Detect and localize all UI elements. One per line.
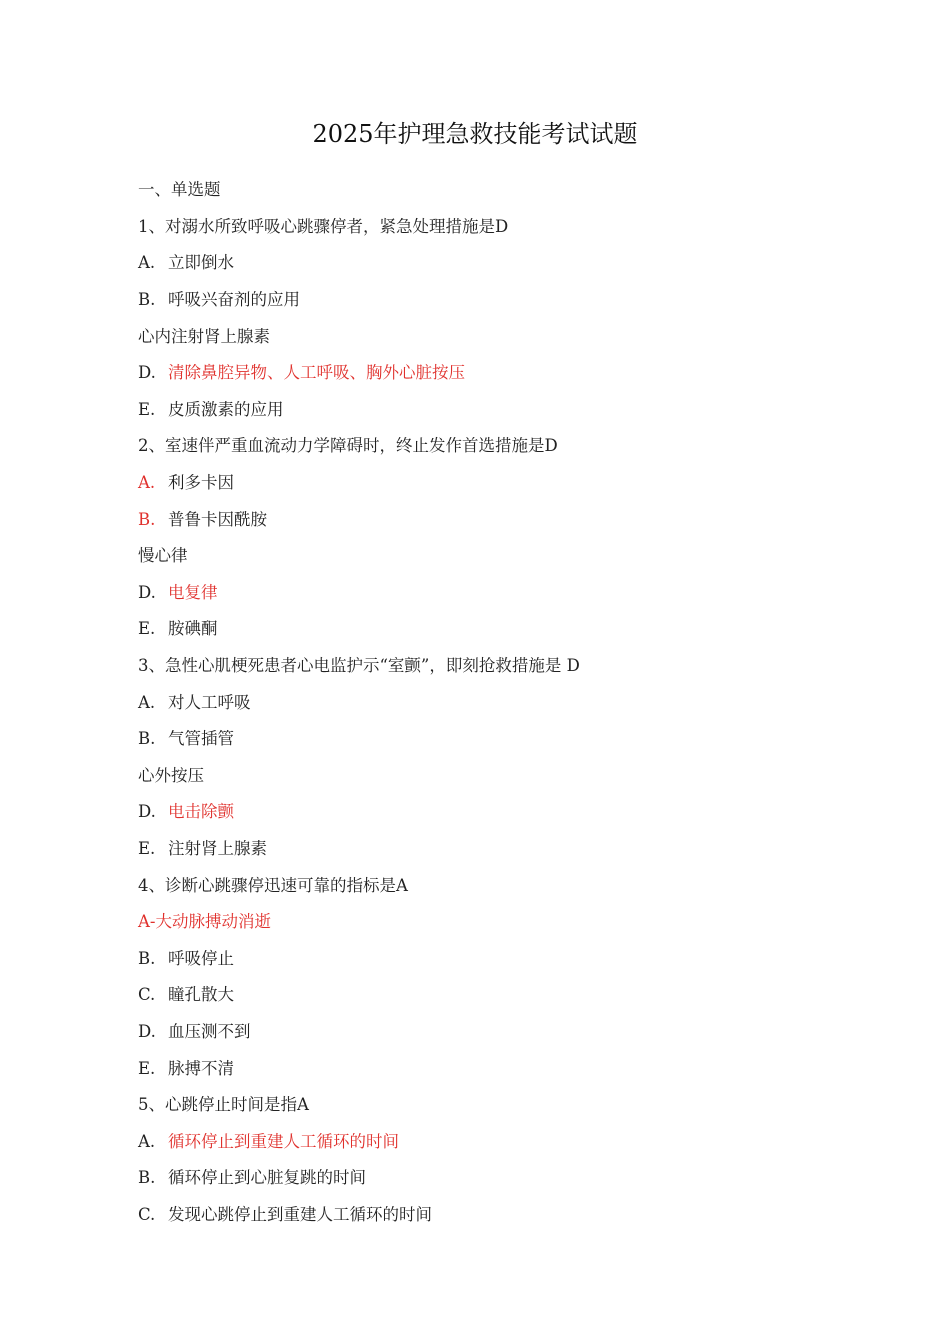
answer-text: 清除鼻腔异物、人工呼吸、胸外心脏按压 bbox=[168, 363, 465, 383]
line-text: 循环停止到心脏复跳的时间 bbox=[168, 1168, 366, 1188]
option-marker: D. bbox=[138, 363, 156, 383]
option-marker: B. bbox=[138, 509, 156, 529]
line-text: 一、单选题 bbox=[138, 180, 221, 200]
option-marker: B. bbox=[138, 948, 156, 968]
option-line bbox=[138, 794, 838, 831]
question-line bbox=[138, 867, 838, 904]
option-marker: E. bbox=[138, 838, 156, 858]
line-text: 4、诊断心跳骤停迅速可靠的指标是A bbox=[138, 875, 408, 895]
line-text: 5、心跳停止时间是指A bbox=[138, 1095, 309, 1115]
option-line bbox=[138, 831, 838, 868]
line-text: 心内注射肾上腺素 bbox=[138, 326, 270, 346]
option-line bbox=[138, 684, 838, 721]
line-text: 气管插管 bbox=[168, 729, 234, 749]
option-marker: E. bbox=[138, 619, 156, 639]
option-marker: D. bbox=[138, 1021, 156, 1041]
question-line bbox=[138, 209, 838, 246]
option-line bbox=[138, 1197, 838, 1234]
line-text: 瞳孔散大 bbox=[168, 985, 234, 1005]
question-line bbox=[138, 172, 838, 209]
answer-text: 电复律 bbox=[168, 582, 218, 602]
question-list bbox=[138, 172, 838, 1233]
option-marker: B. bbox=[138, 1168, 156, 1188]
option-marker: A. bbox=[138, 692, 156, 712]
option-line bbox=[138, 1014, 838, 1051]
line-text: 发现心跳停止到重建人工循环的时间 bbox=[168, 1204, 432, 1224]
answer-text: 电击除颤 bbox=[168, 802, 234, 822]
question-line bbox=[138, 428, 838, 465]
option-line bbox=[138, 575, 838, 612]
option-line bbox=[138, 465, 838, 502]
line-text: 2、室速伴严重血流动力学障碍时，终止发作首选措施是D bbox=[138, 436, 558, 456]
line-text: 皮质激素的应用 bbox=[168, 399, 284, 419]
option-marker: A. bbox=[138, 253, 156, 273]
option-line bbox=[138, 1160, 838, 1197]
line-text: 注射肾上腺素 bbox=[168, 838, 267, 858]
line-text: 利多卡因 bbox=[168, 473, 234, 493]
question-line bbox=[138, 758, 838, 795]
option-marker: A. bbox=[138, 1131, 156, 1151]
option-line bbox=[138, 977, 838, 1014]
option-marker: E. bbox=[138, 1058, 156, 1078]
option-marker: B. bbox=[138, 729, 156, 749]
option-line bbox=[138, 1123, 838, 1160]
line-text: 呼吸兴奋剂的应用 bbox=[168, 290, 300, 310]
option-line bbox=[138, 392, 838, 429]
line-text: 血压测不到 bbox=[168, 1021, 251, 1041]
line-text: 脉搏不清 bbox=[168, 1058, 234, 1078]
option-line bbox=[138, 611, 838, 648]
line-text: 呼吸停止 bbox=[168, 948, 234, 968]
question-line bbox=[138, 648, 838, 685]
line-text: 对人工呼吸 bbox=[168, 692, 251, 712]
document-title: 2025年护理急救技能考试试题 bbox=[312, 120, 638, 148]
option-marker: C. bbox=[138, 1204, 156, 1224]
answer-text: A-大动脉搏动消逝 bbox=[138, 912, 271, 932]
option-marker: B. bbox=[138, 290, 156, 310]
question-line bbox=[138, 1087, 838, 1124]
line-text: 心外按压 bbox=[138, 765, 204, 785]
option-marker: A. bbox=[138, 473, 156, 493]
question-line bbox=[138, 538, 838, 575]
option-line bbox=[138, 1050, 838, 1087]
answer-text: 循环停止到重建人工循环的时间 bbox=[168, 1131, 399, 1151]
line-text: 慢心律 bbox=[138, 546, 188, 566]
question-line bbox=[138, 904, 838, 941]
line-text: 3、急性心肌梗死患者心电监护示“室颤”，即刻抢救措施是 D bbox=[138, 656, 580, 676]
line-text: 1、对溺水所致呼吸心跳骤停者，紧急处理措施是D bbox=[138, 216, 509, 236]
option-marker: C. bbox=[138, 985, 156, 1005]
option-line bbox=[138, 721, 838, 758]
question-line bbox=[138, 318, 838, 355]
option-line bbox=[138, 501, 838, 538]
option-marker: D. bbox=[138, 582, 156, 602]
option-line bbox=[138, 282, 838, 319]
line-text: 立即倒水 bbox=[168, 253, 234, 273]
option-line bbox=[138, 355, 838, 392]
line-text: 胺碘酮 bbox=[168, 619, 218, 639]
option-marker: E. bbox=[138, 399, 156, 419]
line-text: 普鲁卡因酰胺 bbox=[168, 509, 267, 529]
option-line bbox=[138, 940, 838, 977]
option-line bbox=[138, 245, 838, 282]
option-marker: D. bbox=[138, 802, 156, 822]
